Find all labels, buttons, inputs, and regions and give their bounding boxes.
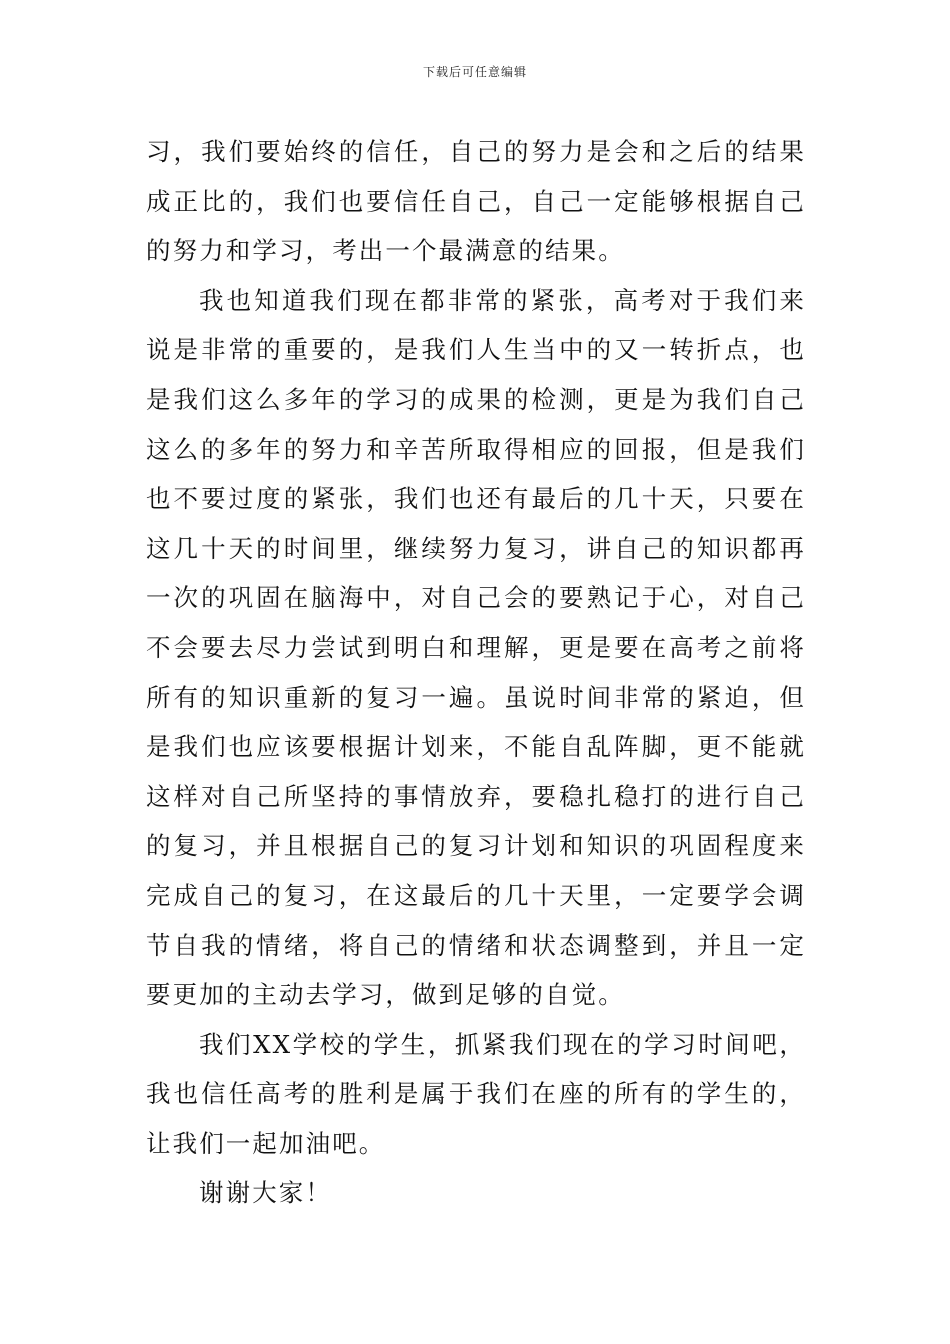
- paragraph-main: 我也知道我们现在都非常的紧张，高考对于我们来说是非常的重要的，是我们人生当中的又一转折点，也是我们这么多年的学习的成果的检测，更是为我们自己这么的多年的努力和辛苦所取得相应的回报，但是我们也不要过度的紧张，我们也还有最后的几十天，只要在这几十天的时间里，继续努力复习，讲自己的知识都再一次的巩固在脑海中，对自己会的要熟记于心，对自己不会要去尽力尝试到明白和理解，更是要在高考之前将所有的知识重新的复习一遍。虽说时间非常的紧迫，但是我们也应该要根据计划来，不能自乱阵脚，更不能就这样对自己所坚持的事情放弃，要稳扎稳打的进行自己的复习，并且根据自己的复习计划和知识的巩固程度来完成自己的复习，在这最后的几十天里，一定要学会调节自我的情绪，将自己的情绪和状态调整到，并且一定要更加的主动去学习，做到足够的自觉。: [146, 285, 806, 1010]
- paragraph-closing: 我们XX学校的学生，抓紧我们现在的学习时间吧，我也信任高考的胜利是属于我们在座的所有的学生的，让我们一起加油吧。: [146, 1029, 806, 1158]
- page-header-note: 下载后可任意编辑: [422, 65, 527, 79]
- paragraph-thanks: 谢谢大家！: [199, 1178, 332, 1208]
- paragraph-continuation: 习，我们要始终的信任，自己的努力是会和之后的结果成正比的，我们也要信任自己，自己一定能够根据自己的努力和学习，考出一个最满意的结果。: [146, 137, 806, 266]
- document-body: [146, 127, 806, 1218]
